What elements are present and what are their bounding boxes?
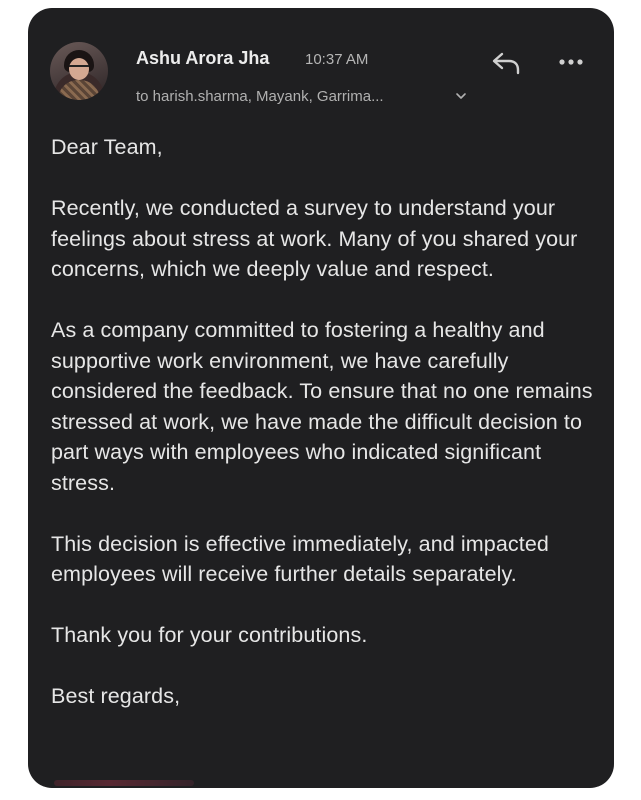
email-time: 10:37 AM [305,51,369,68]
email-card [28,8,614,788]
email-paragraph: Recently, we conducted a survey to understand your feelings about stress at work. Many of you shared your concerns, which we deeply value and respect. [51,196,578,281]
email-body [51,132,599,712]
avatar-body [58,80,100,100]
avatar-glasses [69,65,89,72]
sender-avatar[interactable] [50,42,108,100]
more-options-icon[interactable] [556,54,586,70]
sender-name[interactable]: Ashu Arora Jha [136,48,270,68]
email-greeting: Dear Team, [51,135,163,159]
email-paragraph: As a company committed to fostering a healthy and supportive work environment, we have carefully considered the feedback. To ensure that no one remains stressed at work, we have made the difficult decision to part ways with employees who indicated significant stress. [51,318,593,495]
recipients-line[interactable]: to harish.sharma, Mayank, Garrima... [136,88,384,105]
email-thanks: Thank you for your contributions. [51,623,368,647]
reply-icon[interactable] [491,50,521,76]
email-closing: Best regards, [51,684,181,708]
email-paragraph: This decision is effective immediately, and impacted employees will receive further details separately. [51,531,549,586]
chevron-down-icon[interactable] [455,90,467,102]
signature-cutoff [54,780,194,786]
